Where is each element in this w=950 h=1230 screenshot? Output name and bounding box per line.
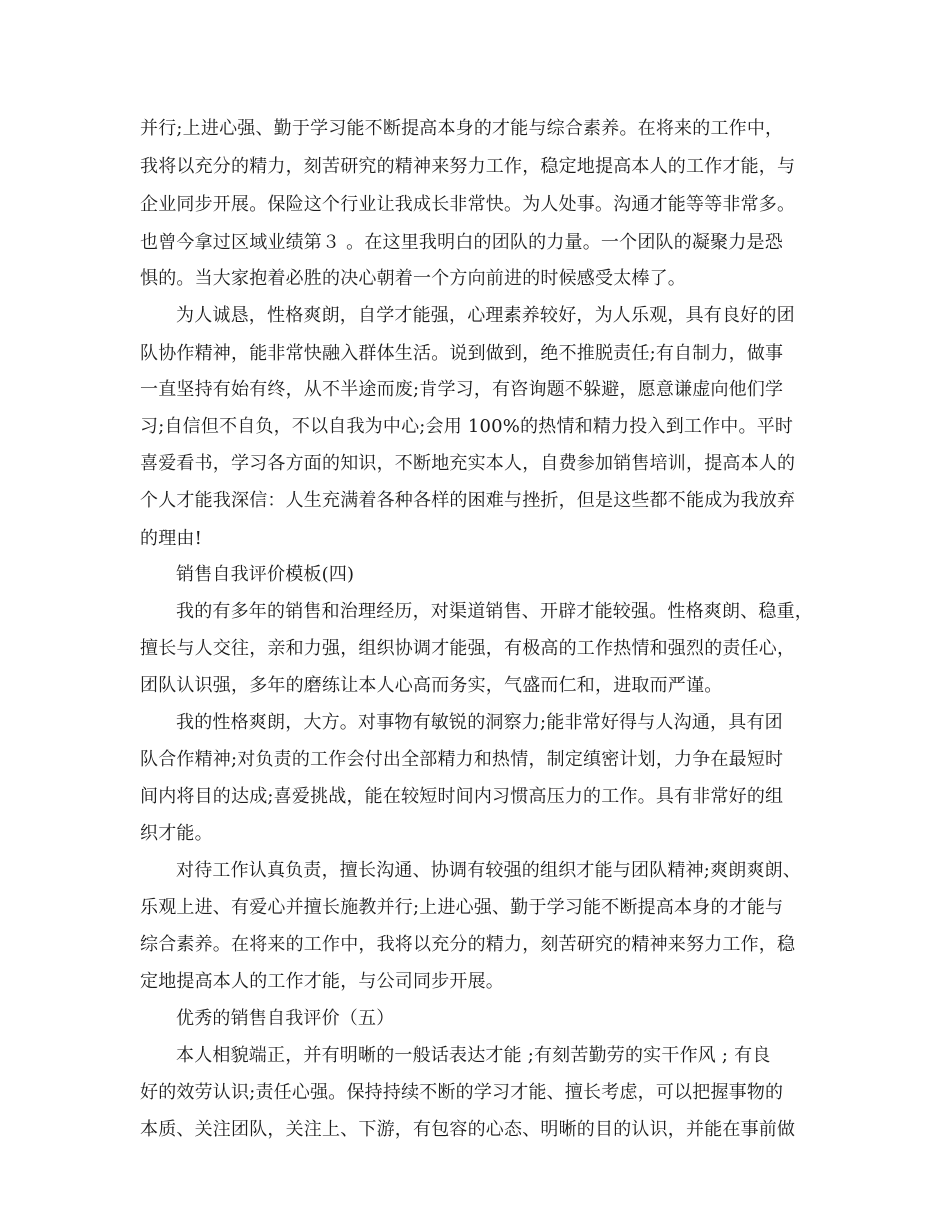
body-text-line: 本质、关注团队，关注上、下游，有包容的心态、明晰的目的认识，并能在事前做: [140, 1119, 796, 1140]
body-text-line: 队协作精神，能非常快融入群体生活。说到做到，绝不推脱责任;有自制力，做事: [140, 343, 784, 364]
body-text-line: 队合作精神;对负责的工作会付出全部精力和热情，制定缜密计划，力争在最短时: [140, 749, 784, 770]
body-text-line: 间内将目的达成;喜爱挑战，能在较短时间内习惯高压力的工作。具有非常好的组: [140, 786, 784, 807]
body-text-line: 乐观上进、有爱心并擅长施教并行;上进心强、勤于学习能不断提高本身的才能与: [140, 897, 784, 918]
section-heading: 优秀的销售自我评价（五）: [176, 1008, 395, 1029]
body-text-line: 一直坚持有始有终，从不半途而废;肯学习，有咨询题不躲避，愿意谦虚向他们学: [140, 379, 784, 400]
body-text-line: 习;自信但不自负，不以自我为中心;会用 100%的热情和精力投入到工作中。平时: [140, 416, 794, 437]
paragraph-first-line: 我的有多年的销售和治理经历，对渠道销售、开辟才能较强。性格爽朗、稳重，: [176, 601, 813, 622]
body-text-line: 我将以充分的精力，刻苦研究的精神来努力工作，稳定地提高本人的工作才能，与: [140, 156, 796, 177]
body-text-line: 个人才能我深信：人生充满着各种各样的困难与挫折，但是这些都不能成为我放弃: [140, 490, 796, 511]
body-text-line: 好的效劳认识;责任心强。保持持续不断的学习才能、擅长考虑，可以把握事物的: [140, 1082, 784, 1103]
section-heading: 销售自我评价模板(四): [176, 564, 355, 585]
body-text-line: 的理由!: [140, 528, 203, 549]
body-text-line: 织才能。: [140, 823, 213, 844]
body-text-line: 团队认识强，多年的磨练让本人心高而务实，气盛而仁和，进取而严谨。: [140, 675, 723, 696]
body-text-line: 惧的。当大家抱着必胜的决心朝着一个方向前进的时候感受太棒了。: [140, 268, 686, 289]
paragraph-first-line: 我的性格爽朗，大方。对事物有敏锐的洞察力;能非常好得与人沟通，具有团: [176, 712, 783, 733]
paragraph-first-line: 本人相貌端正，并有明晰的一般话表达才能 ;有刻苦勤劳的实干作风 ; 有良: [176, 1045, 771, 1066]
body-text-line: 擅长与人交往，亲和力强，组织协调才能强，有极高的工作热情和强烈的责任心，: [140, 638, 796, 659]
body-text-line: 喜爱看书，学习各方面的知识，不断地充实本人，自费参加销售培训，提高本人的: [140, 453, 796, 474]
body-text-line: 定地提高本人的工作才能，与公司同步开展。: [140, 971, 504, 992]
paragraph-first-line: 为人诚恳，性格爽朗，自学才能强，心理素养较好，为人乐观，具有良好的团: [176, 305, 795, 326]
body-text-line: 企业同步开展。保险这个行业让我成长非常快。为人处事。沟通才能等等非常多。: [140, 194, 796, 215]
paragraph-first-line: 对待工作认真负责，擅长沟通、协调有较强的组织才能与团队精神;爽朗爽朗、: [176, 860, 802, 881]
body-text-line: 并行;上进心强、勤于学习能不断提高本身的才能与综合素养。在将来的工作中，: [140, 118, 784, 139]
body-text-line: 也曾今拿过区域业绩第３ 。在这里我明白的团队的力量。一个团队的凝聚力是恐: [140, 232, 783, 253]
body-text-line: 综合素养。在将来的工作中，我将以充分的精力，刻苦研究的精神来努力工作，稳: [140, 934, 796, 955]
